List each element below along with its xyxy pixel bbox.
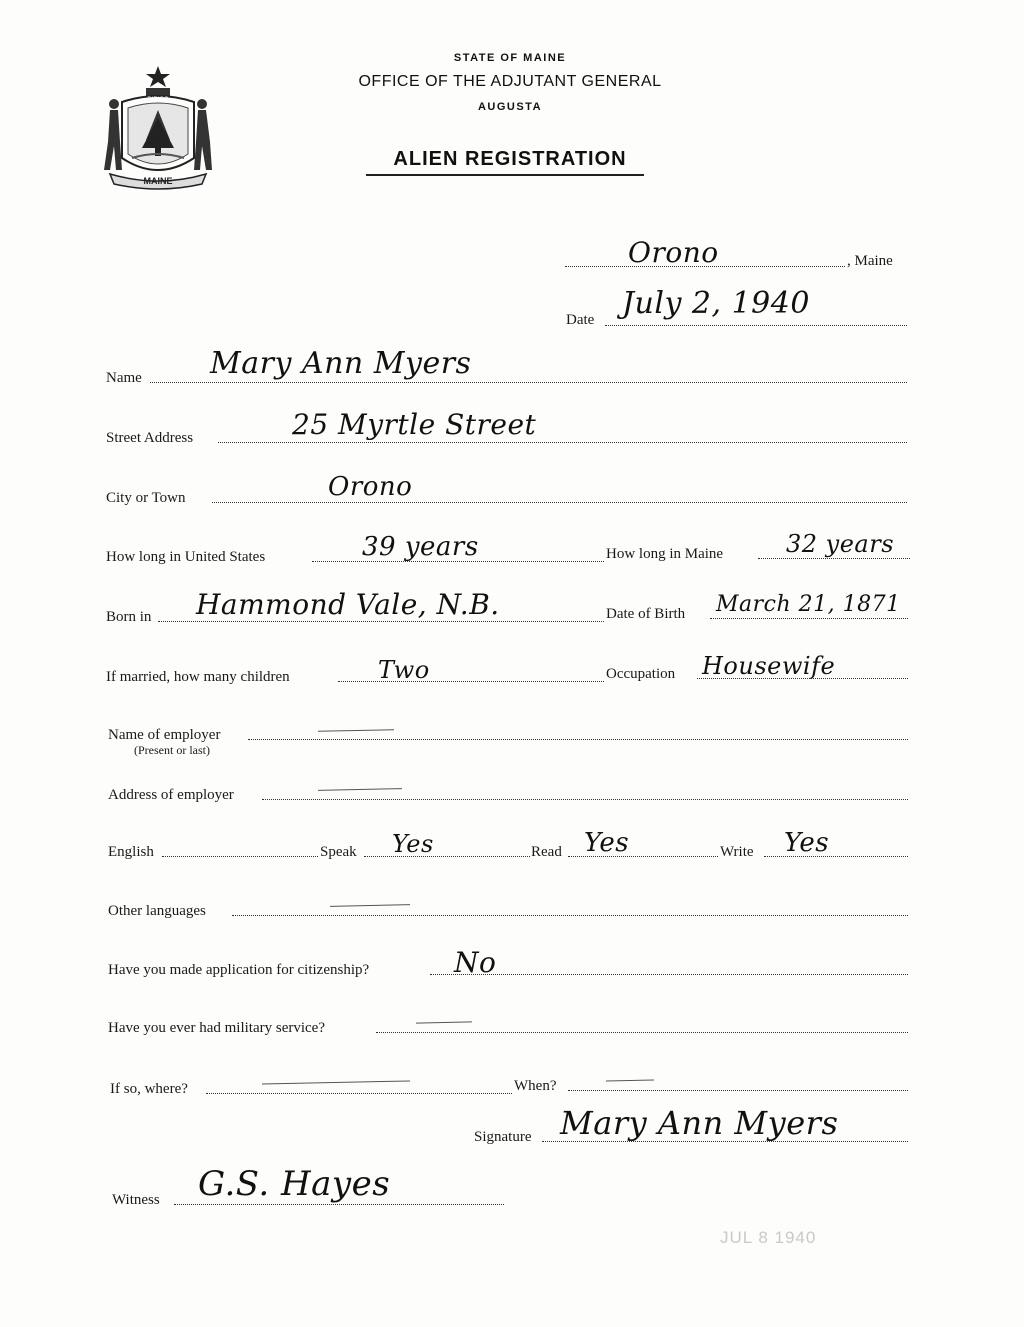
place-suffix: , Maine	[847, 253, 893, 269]
header-office: OFFICE OF THE ADJUTANT GENERAL	[358, 73, 662, 90]
signature-value: Mary Ann Myers	[560, 1104, 839, 1142]
when-dash	[606, 1079, 654, 1081]
children-value: Two	[378, 656, 430, 684]
employer-sublabel: (Present or last)	[134, 743, 210, 757]
citizenship-label: Have you made application for citizenship?	[108, 962, 370, 978]
date-label: Date	[566, 312, 595, 328]
name-value: Mary Ann Myers	[210, 346, 472, 381]
employer-address-label: Address of employer	[108, 787, 234, 803]
form-title: ALIEN REGISTRATION	[393, 148, 627, 170]
svg-text:DIRIGO: DIRIGO	[147, 97, 169, 103]
where-dash	[262, 1080, 410, 1084]
name-line	[150, 382, 907, 383]
read-label: Read	[531, 844, 562, 860]
born-in-line	[158, 621, 604, 622]
occupation-label: Occupation	[606, 666, 676, 682]
city-label: City or Town	[106, 490, 186, 506]
witness-value: G.S. Hayes	[198, 1164, 391, 1204]
military-dash	[416, 1021, 472, 1023]
employer-line	[248, 739, 908, 740]
employer-label: Name of employer	[108, 727, 221, 743]
speak-label: Speak	[320, 844, 357, 860]
born-in-value: Hammond Vale, N.B.	[196, 588, 500, 621]
children-label: If married, how many children	[106, 669, 290, 685]
years-in-us-label: How long in United States	[106, 549, 266, 565]
maine-state-seal-icon	[102, 62, 214, 190]
speak-line	[364, 856, 530, 857]
street-address-line	[218, 442, 907, 443]
employer-address-line	[262, 799, 908, 800]
received-stamp: JUL 8 1940	[720, 1228, 817, 1247]
street-address-label: Street Address	[106, 430, 194, 446]
employer-address-dash	[318, 788, 402, 791]
military-label: Have you ever had military service?	[108, 1020, 325, 1036]
other-languages-label: Other languages	[108, 903, 206, 919]
header-city: AUGUSTA	[477, 101, 543, 113]
write-value: Yes	[784, 828, 830, 858]
date-of-birth-value: March 21, 1871	[716, 592, 901, 617]
svg-text:MAINE: MAINE	[143, 176, 173, 186]
occupation-value: Housewife	[702, 652, 836, 680]
date-line	[605, 325, 907, 326]
english-line	[162, 856, 318, 857]
other-languages-dash	[330, 904, 410, 907]
employer-dash	[318, 729, 394, 732]
date-of-birth-line	[710, 618, 908, 619]
title-underline	[366, 174, 644, 176]
speak-value: Yes	[392, 830, 434, 858]
read-value: Yes	[584, 828, 630, 858]
when-label: When?	[514, 1078, 557, 1094]
city-line	[212, 502, 907, 503]
citizenship-line	[430, 974, 908, 975]
where-line	[206, 1093, 512, 1094]
english-label: English	[108, 844, 154, 860]
where-label: If so, where?	[110, 1081, 188, 1097]
other-languages-line	[232, 915, 908, 916]
name-label: Name	[106, 370, 142, 386]
when-line	[568, 1090, 908, 1091]
years-in-us-value: 39 years	[362, 532, 479, 562]
witness-line	[174, 1204, 504, 1205]
witness-label: Witness	[112, 1192, 160, 1208]
date-of-birth-label: Date of Birth	[606, 606, 686, 622]
years-in-maine-value: 32 years	[786, 530, 895, 558]
years-in-maine-label: How long in Maine	[606, 546, 724, 562]
date-value: July 2, 1940	[622, 286, 810, 321]
years-in-maine-line	[758, 558, 910, 559]
city-value: Orono	[328, 472, 413, 502]
signature-label: Signature	[474, 1129, 532, 1145]
write-label: Write	[720, 844, 754, 860]
place-value: Orono	[628, 236, 719, 269]
citizenship-value: No	[454, 946, 497, 979]
military-line	[376, 1032, 908, 1033]
header-state: STATE OF MAINE	[453, 52, 567, 64]
born-in-label: Born in	[106, 609, 152, 625]
street-address-value: 25 Myrtle Street	[292, 408, 537, 441]
